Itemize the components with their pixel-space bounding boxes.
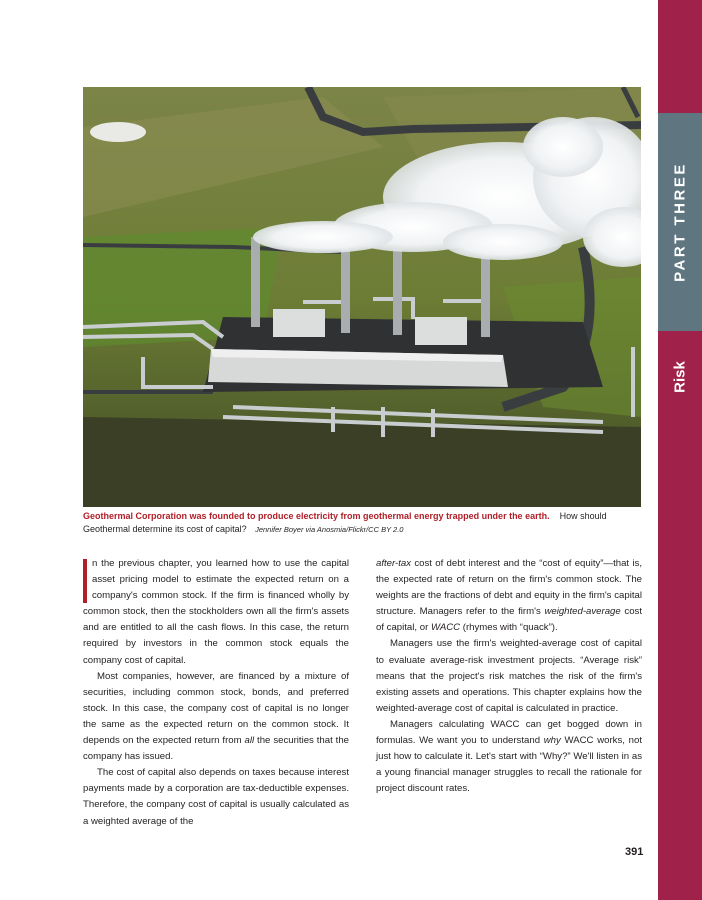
geothermal-plant-photo [83, 87, 641, 507]
paragraph-2-emphasis: all [244, 735, 255, 747]
photo-illustration [83, 87, 641, 507]
drop-cap-bar [83, 559, 87, 603]
paragraph-1 [83, 556, 349, 669]
paragraph-5-emphasis: why [543, 735, 561, 747]
paragraph-3 [83, 765, 349, 829]
paragraph-3-emphasis-2: weighted-average [544, 606, 621, 618]
photo-caption [83, 510, 643, 536]
paragraph-3-text-a: The cost of capital also depends on taxes because interest payments made by a corporation are tax-deductible expenses. Therefore, the company cost of capital is usually calculated as a weighted average of the [83, 767, 349, 827]
paragraph-2-text-a: Most companies, however, are financed by a mixture of securities, including common stock, bonds, and preferred stock. In this case, the company cost of capital is no longer the same as the expected return on the common stock. It depends on the expected return from [83, 670, 349, 747]
paragraph-5-text-a: Managers calculating WACC can get bogged down in formulas. We want you to understand [376, 718, 642, 747]
paragraph-3-emphasis-1: after-tax [376, 558, 412, 569]
paragraph-3-text-d: (rhymes with “quack”). [460, 622, 558, 634]
section-label: Risk [671, 361, 689, 393]
body-column-left [83, 556, 349, 830]
page-number: 391 [625, 846, 644, 858]
caption-headline: Geothermal Corporation was founded to produce electricity from geothermal energy trapped under the earth. [83, 511, 550, 521]
part-label: PART THREE [671, 162, 689, 282]
paragraph-2-text-b: the securities that the company has issued. [83, 735, 350, 763]
paragraph-3-continued [376, 556, 642, 636]
caption-question: How should Geothermal determine its cost of capital? [83, 511, 607, 534]
body-column-right [376, 556, 642, 797]
photo-credit: Jennifer Boyer via Anosmia/Flickr/CC BY 2.0 [255, 525, 404, 534]
paragraph-3-text-b: cost of debt interest and the “cost of equity”—that is, the expected rate of return on the firm's common stock. The weights are the fractions of debt and equity in the firm's capital structure. Managers refer to the firm's [376, 558, 642, 618]
margin-tab-top [658, 0, 702, 113]
section-tab [658, 331, 702, 900]
paragraph-5-text-b: WACC works, not just how to calculate it. Let's start with “Why?” We'll listen in as a young financial manager struggles to recall the rationale for project discount rates. [376, 735, 642, 795]
paragraph-2 [83, 669, 349, 766]
paragraph-3-emphasis-3: WACC [430, 622, 461, 634]
paragraph-5 [376, 717, 642, 797]
part-tab [658, 113, 702, 331]
paragraph-3-text-c: cost of capital, or [376, 606, 642, 634]
paragraph-1-text: n the previous chapter, you learned how to use the capital asset pricing model to estimate the expected return on a company's common stock. If the firm is financed wholly by common stock, then the stockholders own all the firm's assets and are entitled to all the cash flows. In this case, the return required by investors in the common stock equals the company cost of capital. [83, 558, 349, 666]
paragraph-4: Managers use the firm's weighted-average cost of capital to evaluate average-risk investment projects. “Average risk” means that the project's risk matches the risk of the firm's existing assets and operations. This chapter explains how the weighted-average cost of capital is calculated in practice. [376, 638, 642, 714]
